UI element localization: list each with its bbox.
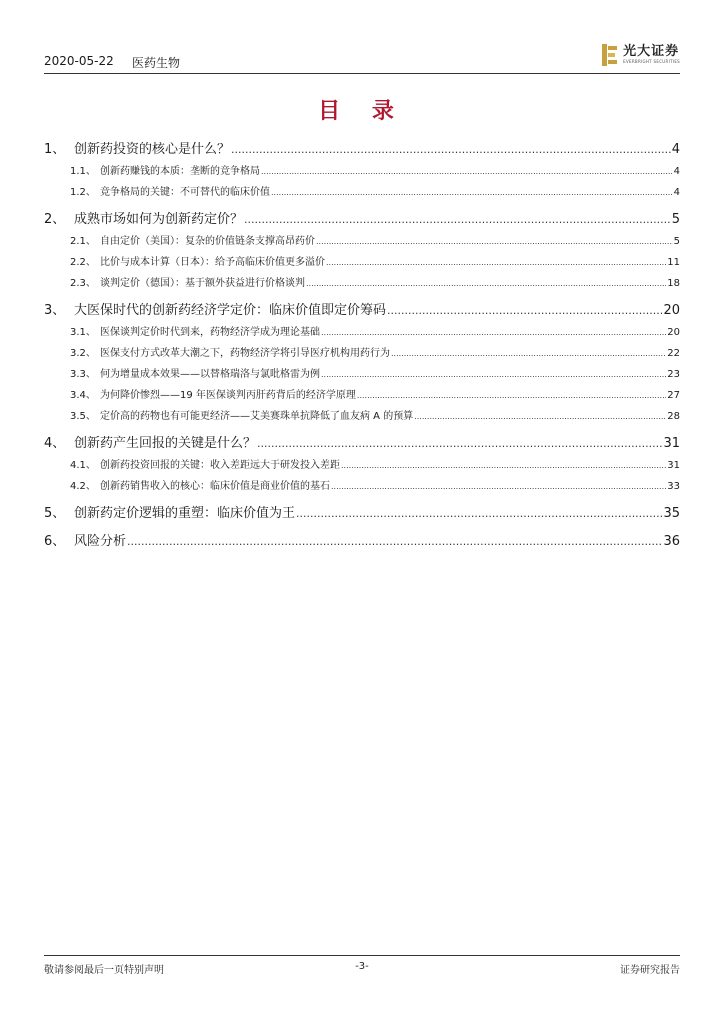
toc-entry-page: 35 xyxy=(663,506,680,521)
toc-entry-title: 医保支付方式改革大潮之下，药物经济学将引导医疗机构用药行为 xyxy=(100,348,390,359)
toc-entry-number: 3.3、 xyxy=(70,369,96,380)
toc-entry-page: 20 xyxy=(667,327,680,338)
toc-chapter-link[interactable] xyxy=(44,432,680,455)
toc-entry-page: 18 xyxy=(667,278,680,289)
toc-section-link[interactable] xyxy=(44,273,680,294)
toc-entry-title: 大医保时代的创新药经济学定价：临床价值即定价筹码 xyxy=(74,303,387,318)
toc-leader-dots xyxy=(261,161,673,182)
toc-section-link[interactable] xyxy=(44,343,680,364)
toc-entry-number: 3.5、 xyxy=(70,411,96,422)
toc-leader-dots xyxy=(331,476,666,497)
toc-entry-number: 1.1、 xyxy=(70,166,96,177)
toc-entry-page: 5 xyxy=(673,236,680,247)
toc-section-link[interactable] xyxy=(44,322,680,343)
logo-chinese-name: 光大证券 xyxy=(623,44,680,59)
logo-mark-icon xyxy=(602,44,620,66)
toc-leader-dots xyxy=(306,273,666,294)
toc-leader-dots xyxy=(357,385,666,406)
toc-leader-dots xyxy=(244,208,671,231)
toc-entry-title: 自由定价（美国）：复杂的价值链条支撑高昂药价 xyxy=(100,236,315,247)
toc-entry-title: 创新药投资的核心是什么？ xyxy=(74,142,231,157)
toc-leader-dots xyxy=(414,406,666,427)
toc-entry-title: 创新药产生回报的关键是什么？ xyxy=(74,436,257,451)
toc-entry-page: 36 xyxy=(663,534,680,549)
toc-leader-dots xyxy=(271,182,673,203)
toc-leader-dots xyxy=(231,138,671,161)
toc-section-link[interactable] xyxy=(44,161,680,182)
toc-leader-dots xyxy=(321,364,666,385)
toc-entry-title: 创新药定价逻辑的重塑：临床价值为王 xyxy=(74,506,296,521)
table-of-contents xyxy=(44,138,680,553)
toc-entry-page: 28 xyxy=(667,411,680,422)
toc-entry-title: 为何降价惨烈——19 年医保谈判丙肝药背后的经济学原理 xyxy=(100,390,356,401)
toc-entry-page: 23 xyxy=(667,369,680,380)
toc-entry-number: 4、 xyxy=(44,436,66,451)
toc-entry-number: 2.1、 xyxy=(70,236,96,247)
toc-section-link[interactable] xyxy=(44,364,680,385)
toc-entry-page: 33 xyxy=(667,481,680,492)
toc-leader-dots xyxy=(257,432,662,455)
toc-section-link[interactable] xyxy=(44,252,680,273)
toc-entry-page: 31 xyxy=(663,436,680,451)
toc-entry-title: 创新药投资回报的关键：收入差距远大于研发投入差距 xyxy=(100,460,340,471)
footer-divider xyxy=(44,955,680,956)
logo-english-name: EVERBRIGHT SECURITIES xyxy=(623,59,680,64)
toc-leader-dots xyxy=(326,252,666,273)
toc-title: 目 录 xyxy=(318,98,406,124)
report-sector: 医药生物 xyxy=(132,56,181,70)
toc-entry-title: 定价高的药物也有可能更经济——艾美赛珠单抗降低了血友病 A 的预算 xyxy=(100,411,414,422)
toc-section-link[interactable] xyxy=(44,385,680,406)
toc-chapter-link[interactable] xyxy=(44,530,680,553)
page-number: -3- xyxy=(355,961,369,972)
toc-entry-title: 谈判定价（德国）：基于额外获益进行价格谈判 xyxy=(100,278,305,289)
toc-entry-title: 医保谈判定价时代到来，药物经济学成为理论基础 xyxy=(100,327,320,338)
toc-entry-number: 1.2、 xyxy=(70,187,96,198)
toc-entry-title: 创新药销售收入的核心：临床价值是商业价值的基石 xyxy=(100,481,330,492)
toc-entry-title: 创新药赚钱的本质：垄断的竞争格局 xyxy=(100,166,260,177)
toc-chapter-link[interactable] xyxy=(44,138,680,161)
toc-entry-number: 2、 xyxy=(44,212,66,227)
toc-section-link[interactable] xyxy=(44,182,680,203)
toc-entry-number: 6、 xyxy=(44,534,66,549)
toc-leader-dots xyxy=(321,322,666,343)
toc-entry-number: 2.3、 xyxy=(70,278,96,289)
toc-leader-dots xyxy=(391,343,666,364)
toc-entry-page: 22 xyxy=(667,348,680,359)
toc-leader-dots xyxy=(316,231,673,252)
toc-entry-title: 风险分析 xyxy=(74,534,127,549)
toc-section-link[interactable] xyxy=(44,406,680,427)
toc-entry-number: 4.1、 xyxy=(70,460,96,471)
page-header xyxy=(44,44,680,72)
toc-leader-dots xyxy=(127,530,662,553)
toc-chapter-link[interactable] xyxy=(44,299,680,322)
footer-disclaimer-note: 敬请参阅最后一页特别声明 xyxy=(44,965,164,976)
toc-entry-number: 4.2、 xyxy=(70,481,96,492)
toc-entry-number: 5、 xyxy=(44,506,66,521)
report-type: 证券研究报告 xyxy=(620,965,680,976)
toc-entry-title: 比价与成本计算（日本）：给予高临床价值更多溢价 xyxy=(100,257,325,268)
toc-entry-page: 11 xyxy=(667,257,680,268)
toc-entry-title: 成熟市场如何为创新药定价？ xyxy=(74,212,244,227)
toc-chapter-link[interactable] xyxy=(44,208,680,231)
toc-entry-number: 3.1、 xyxy=(70,327,96,338)
toc-entry-page: 5 xyxy=(671,212,680,227)
toc-section-link[interactable] xyxy=(44,455,680,476)
toc-leader-dots xyxy=(296,502,662,525)
toc-entry-title: 何为增量成本效果——以替格瑞洛与氯吡格雷为例 xyxy=(100,369,320,380)
toc-entry-title: 竞争格局的关键：不可替代的临床价值 xyxy=(100,187,270,198)
toc-chapter-link[interactable] xyxy=(44,502,680,525)
everbright-logo xyxy=(602,44,680,66)
toc-entry-page: 4 xyxy=(671,142,680,157)
toc-entry-page: 31 xyxy=(667,460,680,471)
toc-entry-page: 20 xyxy=(663,303,680,318)
toc-leader-dots xyxy=(387,299,662,322)
toc-entry-number: 3.4、 xyxy=(70,390,96,401)
toc-entry-page: 4 xyxy=(673,166,680,177)
toc-entry-number: 3、 xyxy=(44,303,66,318)
header-divider xyxy=(44,73,680,74)
toc-entry-number: 2.2、 xyxy=(70,257,96,268)
report-date: 2020-05-22 xyxy=(44,54,114,68)
toc-entry-number: 3.2、 xyxy=(70,348,96,359)
toc-section-link[interactable] xyxy=(44,231,680,252)
toc-entry-page: 4 xyxy=(673,187,680,198)
toc-section-link[interactable] xyxy=(44,476,680,497)
toc-entry-number: 1、 xyxy=(44,142,66,157)
toc-leader-dots xyxy=(341,455,666,476)
toc-entry-page: 27 xyxy=(667,390,680,401)
